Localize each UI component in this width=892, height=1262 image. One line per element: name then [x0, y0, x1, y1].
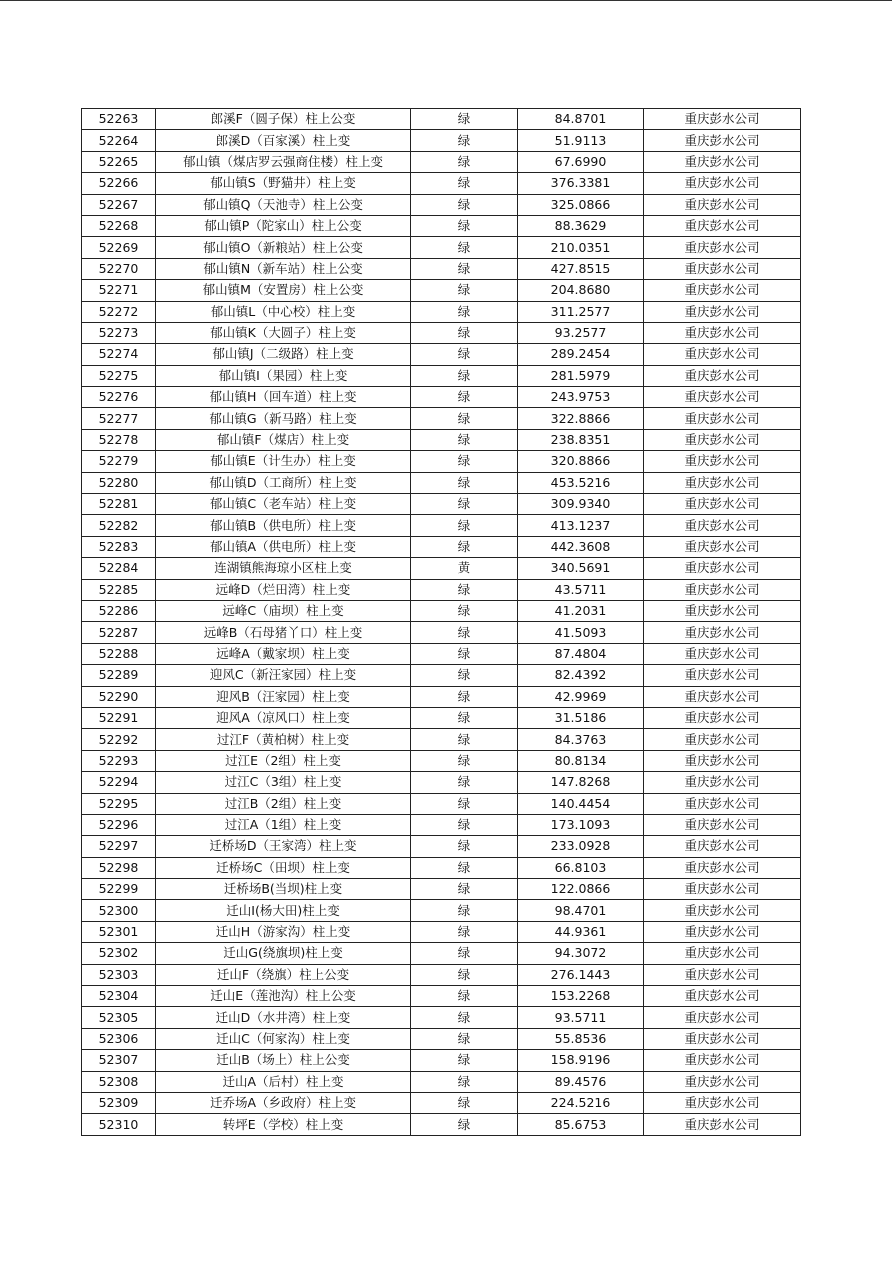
status-color-cell: 绿: [411, 579, 518, 600]
row-id-cell: 52265: [82, 151, 156, 172]
row-id-cell: 52297: [82, 836, 156, 857]
table-row: [82, 943, 801, 964]
row-id-cell: 52295: [82, 793, 156, 814]
company-cell: 重庆彭水公司: [644, 1050, 801, 1071]
table-row: [82, 836, 801, 857]
value-cell: 243.9753: [518, 387, 644, 408]
table-row: [82, 1092, 801, 1113]
row-id-cell: 52310: [82, 1114, 156, 1135]
company-cell: 重庆彭水公司: [644, 921, 801, 942]
transformer-name-cell: 转坪E（学校）柱上变: [156, 1114, 411, 1135]
company-cell: 重庆彭水公司: [644, 258, 801, 279]
value-cell: 42.9969: [518, 686, 644, 707]
value-cell: 158.9196: [518, 1050, 644, 1071]
table-row: [82, 879, 801, 900]
company-cell: 重庆彭水公司: [644, 879, 801, 900]
value-cell: 311.2577: [518, 301, 644, 322]
transformer-name-cell: 郁山镇G（新马路）柱上变: [156, 408, 411, 429]
value-cell: 88.3629: [518, 215, 644, 236]
transformer-name-cell: 过江C（3组）柱上变: [156, 772, 411, 793]
status-color-cell: 绿: [411, 237, 518, 258]
table-row: [82, 387, 801, 408]
transformer-name-cell: 郁山镇N（新车站）柱上公变: [156, 258, 411, 279]
value-cell: 140.4454: [518, 793, 644, 814]
transformer-name-cell: 迁山I(杨大田)柱上变: [156, 900, 411, 921]
transformer-name-cell: 远峰D（烂田湾）柱上变: [156, 579, 411, 600]
row-id-cell: 52281: [82, 494, 156, 515]
table-row: [82, 900, 801, 921]
table-row: [82, 707, 801, 728]
table-row: [82, 857, 801, 878]
value-cell: 224.5216: [518, 1092, 644, 1113]
table-row: [82, 579, 801, 600]
value-cell: 55.8536: [518, 1028, 644, 1049]
transformer-name-cell: 迁山B（场上）柱上公变: [156, 1050, 411, 1071]
status-color-cell: 绿: [411, 515, 518, 536]
company-cell: 重庆彭水公司: [644, 622, 801, 643]
company-cell: 重庆彭水公司: [644, 964, 801, 985]
status-color-cell: 绿: [411, 643, 518, 664]
table-row: [82, 921, 801, 942]
value-cell: 442.3608: [518, 536, 644, 557]
table-row: [82, 600, 801, 621]
transformer-name-cell: 郁山镇P（陀家山）柱上公变: [156, 215, 411, 236]
status-color-cell: 绿: [411, 130, 518, 151]
company-cell: 重庆彭水公司: [644, 215, 801, 236]
status-color-cell: 绿: [411, 494, 518, 515]
status-color-cell: 绿: [411, 772, 518, 793]
company-cell: 重庆彭水公司: [644, 1028, 801, 1049]
status-color-cell: 绿: [411, 536, 518, 557]
row-id-cell: 52299: [82, 879, 156, 900]
transformer-name-cell: 郁山镇B（供电所）柱上变: [156, 515, 411, 536]
company-cell: 重庆彭水公司: [644, 173, 801, 194]
transformer-name-cell: 郁山镇D（工商所）柱上变: [156, 472, 411, 493]
row-id-cell: 52274: [82, 344, 156, 365]
row-id-cell: 52291: [82, 707, 156, 728]
table-row: [82, 237, 801, 258]
table-row: [82, 494, 801, 515]
company-cell: 重庆彭水公司: [644, 558, 801, 579]
table-row: [82, 622, 801, 643]
table-row: [82, 365, 801, 386]
table-row: [82, 408, 801, 429]
value-cell: 173.1093: [518, 814, 644, 835]
row-id-cell: 52306: [82, 1028, 156, 1049]
status-color-cell: 绿: [411, 793, 518, 814]
value-cell: 147.8268: [518, 772, 644, 793]
row-id-cell: 52300: [82, 900, 156, 921]
value-cell: 43.5711: [518, 579, 644, 600]
value-cell: 325.0866: [518, 194, 644, 215]
status-color-cell: 绿: [411, 622, 518, 643]
company-cell: 重庆彭水公司: [644, 943, 801, 964]
status-color-cell: 绿: [411, 1007, 518, 1028]
transformer-name-cell: 迁乔场A（乡政府）柱上变: [156, 1092, 411, 1113]
company-cell: 重庆彭水公司: [644, 536, 801, 557]
transformer-name-cell: 过江A（1组）柱上变: [156, 814, 411, 835]
status-color-cell: 绿: [411, 258, 518, 279]
company-cell: 重庆彭水公司: [644, 387, 801, 408]
company-cell: 重庆彭水公司: [644, 900, 801, 921]
row-id-cell: 52293: [82, 750, 156, 771]
transformer-name-cell: 过江B（2组）柱上变: [156, 793, 411, 814]
row-id-cell: 52292: [82, 729, 156, 750]
status-color-cell: 绿: [411, 879, 518, 900]
table-row: [82, 750, 801, 771]
table-row: [82, 1114, 801, 1135]
value-cell: 66.8103: [518, 857, 644, 878]
status-color-cell: 绿: [411, 194, 518, 215]
status-color-cell: 绿: [411, 344, 518, 365]
row-id-cell: 52289: [82, 665, 156, 686]
transformer-name-cell: 过江F（黄柏树）柱上变: [156, 729, 411, 750]
status-color-cell: 绿: [411, 921, 518, 942]
value-cell: 204.8680: [518, 280, 644, 301]
value-cell: 51.9113: [518, 130, 644, 151]
value-cell: 320.8866: [518, 451, 644, 472]
table-row: [82, 194, 801, 215]
company-cell: 重庆彭水公司: [644, 579, 801, 600]
row-id-cell: 52284: [82, 558, 156, 579]
row-id-cell: 52277: [82, 408, 156, 429]
company-cell: 重庆彭水公司: [644, 408, 801, 429]
company-cell: 重庆彭水公司: [644, 280, 801, 301]
transformer-name-cell: 郁山镇O（新粮站）柱上公变: [156, 237, 411, 258]
transformer-name-cell: 迁山G(绕旗坝)柱上变: [156, 943, 411, 964]
transformer-name-cell: 连湖镇熊海琼小区柱上变: [156, 558, 411, 579]
value-cell: 122.0866: [518, 879, 644, 900]
table-row: [82, 151, 801, 172]
status-color-cell: 绿: [411, 1071, 518, 1092]
value-cell: 153.2268: [518, 986, 644, 1007]
table-row: [82, 215, 801, 236]
transformer-name-cell: 迁山D（水井湾）柱上变: [156, 1007, 411, 1028]
transformer-name-cell: 郎溪D（百家溪）柱上变: [156, 130, 411, 151]
value-cell: 82.4392: [518, 665, 644, 686]
row-id-cell: 52282: [82, 515, 156, 536]
table-body: [82, 109, 801, 1136]
status-color-cell: 绿: [411, 365, 518, 386]
row-id-cell: 52283: [82, 536, 156, 557]
status-color-cell: 绿: [411, 943, 518, 964]
transformer-name-cell: 迁山F（绕旗）柱上公变: [156, 964, 411, 985]
value-cell: 233.0928: [518, 836, 644, 857]
transformer-name-cell: 远峰C（庙坝）柱上变: [156, 600, 411, 621]
company-cell: 重庆彭水公司: [644, 130, 801, 151]
row-id-cell: 52298: [82, 857, 156, 878]
row-id-cell: 52271: [82, 280, 156, 301]
status-color-cell: 绿: [411, 1050, 518, 1071]
company-cell: 重庆彭水公司: [644, 429, 801, 450]
table-row: [82, 1050, 801, 1071]
table-row: [82, 686, 801, 707]
value-cell: 41.5093: [518, 622, 644, 643]
status-color-cell: 绿: [411, 173, 518, 194]
value-cell: 453.5216: [518, 472, 644, 493]
company-cell: 重庆彭水公司: [644, 344, 801, 365]
status-color-cell: 绿: [411, 900, 518, 921]
transformer-name-cell: 郁山镇Q（天池寺）柱上公变: [156, 194, 411, 215]
status-color-cell: 绿: [411, 686, 518, 707]
status-color-cell: 绿: [411, 387, 518, 408]
value-cell: 427.8515: [518, 258, 644, 279]
data-table: [81, 108, 801, 1136]
page-top-border: [0, 0, 892, 1]
table-row: [82, 344, 801, 365]
value-cell: 93.2577: [518, 322, 644, 343]
transformer-name-cell: 迁桥场B(当坝)柱上变: [156, 879, 411, 900]
row-id-cell: 52266: [82, 173, 156, 194]
status-color-cell: 绿: [411, 729, 518, 750]
company-cell: 重庆彭水公司: [644, 836, 801, 857]
company-cell: 重庆彭水公司: [644, 1007, 801, 1028]
status-color-cell: 绿: [411, 451, 518, 472]
row-id-cell: 52270: [82, 258, 156, 279]
row-id-cell: 52304: [82, 986, 156, 1007]
value-cell: 89.4576: [518, 1071, 644, 1092]
row-id-cell: 52280: [82, 472, 156, 493]
table-row: [82, 280, 801, 301]
transformer-name-cell: 郁山镇H（回车道）柱上变: [156, 387, 411, 408]
table-row: [82, 964, 801, 985]
value-cell: 376.3381: [518, 173, 644, 194]
status-color-cell: 绿: [411, 1092, 518, 1113]
transformer-name-cell: 郁山镇I（果园）柱上变: [156, 365, 411, 386]
company-cell: 重庆彭水公司: [644, 1092, 801, 1113]
row-id-cell: 52309: [82, 1092, 156, 1113]
status-color-cell: 绿: [411, 665, 518, 686]
value-cell: 84.3763: [518, 729, 644, 750]
transformer-name-cell: 远峰B（石母猪丫口）柱上变: [156, 622, 411, 643]
row-id-cell: 52296: [82, 814, 156, 835]
status-color-cell: 绿: [411, 600, 518, 621]
company-cell: 重庆彭水公司: [644, 472, 801, 493]
table-row: [82, 472, 801, 493]
status-color-cell: 绿: [411, 151, 518, 172]
status-color-cell: 绿: [411, 472, 518, 493]
value-cell: 67.6990: [518, 151, 644, 172]
value-cell: 93.5711: [518, 1007, 644, 1028]
status-color-cell: 绿: [411, 814, 518, 835]
row-id-cell: 52307: [82, 1050, 156, 1071]
value-cell: 84.8701: [518, 109, 644, 130]
status-color-cell: 绿: [411, 429, 518, 450]
company-cell: 重庆彭水公司: [644, 793, 801, 814]
transformer-name-cell: 迁山A（后村）柱上变: [156, 1071, 411, 1092]
table-row: [82, 429, 801, 450]
company-cell: 重庆彭水公司: [644, 665, 801, 686]
status-color-cell: 绿: [411, 750, 518, 771]
status-color-cell: 绿: [411, 1114, 518, 1135]
company-cell: 重庆彭水公司: [644, 494, 801, 515]
table-row: [82, 1007, 801, 1028]
table-row: [82, 258, 801, 279]
value-cell: 44.9361: [518, 921, 644, 942]
company-cell: 重庆彭水公司: [644, 1071, 801, 1092]
company-cell: 重庆彭水公司: [644, 194, 801, 215]
row-id-cell: 52288: [82, 643, 156, 664]
status-color-cell: 绿: [411, 836, 518, 857]
value-cell: 80.8134: [518, 750, 644, 771]
row-id-cell: 52305: [82, 1007, 156, 1028]
company-cell: 重庆彭水公司: [644, 151, 801, 172]
company-cell: 重庆彭水公司: [644, 686, 801, 707]
value-cell: 289.2454: [518, 344, 644, 365]
status-color-cell: 绿: [411, 857, 518, 878]
company-cell: 重庆彭水公司: [644, 365, 801, 386]
company-cell: 重庆彭水公司: [644, 750, 801, 771]
company-cell: 重庆彭水公司: [644, 237, 801, 258]
transformer-name-cell: 郁山镇K（大圆子）柱上变: [156, 322, 411, 343]
company-cell: 重庆彭水公司: [644, 515, 801, 536]
transformer-name-cell: 郎溪F（圆子保）柱上公变: [156, 109, 411, 130]
table-row: [82, 1071, 801, 1092]
row-id-cell: 52273: [82, 322, 156, 343]
status-color-cell: 绿: [411, 215, 518, 236]
table-row: [82, 173, 801, 194]
row-id-cell: 52308: [82, 1071, 156, 1092]
company-cell: 重庆彭水公司: [644, 772, 801, 793]
table-row: [82, 558, 801, 579]
company-cell: 重庆彭水公司: [644, 707, 801, 728]
table-row: [82, 515, 801, 536]
value-cell: 31.5186: [518, 707, 644, 728]
row-id-cell: 52275: [82, 365, 156, 386]
company-cell: 重庆彭水公司: [644, 322, 801, 343]
status-color-cell: 绿: [411, 301, 518, 322]
transformer-name-cell: 郁山镇A（供电所）柱上变: [156, 536, 411, 557]
row-id-cell: 52294: [82, 772, 156, 793]
value-cell: 413.1237: [518, 515, 644, 536]
status-color-cell: 绿: [411, 986, 518, 1007]
company-cell: 重庆彭水公司: [644, 857, 801, 878]
row-id-cell: 52264: [82, 130, 156, 151]
table-row: [82, 986, 801, 1007]
status-color-cell: 绿: [411, 707, 518, 728]
table-row: [82, 1028, 801, 1049]
row-id-cell: 52301: [82, 921, 156, 942]
table-row: [82, 643, 801, 664]
row-id-cell: 52303: [82, 964, 156, 985]
transformer-name-cell: 迎风B（汪家园）柱上变: [156, 686, 411, 707]
transformer-name-cell: 郁山镇F（煤店）柱上变: [156, 429, 411, 450]
value-cell: 276.1443: [518, 964, 644, 985]
value-cell: 41.2031: [518, 600, 644, 621]
value-cell: 238.8351: [518, 429, 644, 450]
transformer-name-cell: 迁桥场C（田坝）柱上变: [156, 857, 411, 878]
status-color-cell: 绿: [411, 322, 518, 343]
row-id-cell: 52287: [82, 622, 156, 643]
transformer-name-cell: 迁山C（何家沟）柱上变: [156, 1028, 411, 1049]
company-cell: 重庆彭水公司: [644, 814, 801, 835]
company-cell: 重庆彭水公司: [644, 109, 801, 130]
value-cell: 340.5691: [518, 558, 644, 579]
table-row: [82, 130, 801, 151]
transformer-name-cell: 郁山镇L（中心校）柱上变: [156, 301, 411, 322]
status-color-cell: 绿: [411, 408, 518, 429]
transformer-name-cell: 迁山E（莲池沟）柱上公变: [156, 986, 411, 1007]
row-id-cell: 52286: [82, 600, 156, 621]
value-cell: 309.9340: [518, 494, 644, 515]
row-id-cell: 52278: [82, 429, 156, 450]
table-row: [82, 793, 801, 814]
transformer-name-cell: 迁山H（游家沟）柱上变: [156, 921, 411, 942]
value-cell: 87.4804: [518, 643, 644, 664]
company-cell: 重庆彭水公司: [644, 600, 801, 621]
status-color-cell: 绿: [411, 964, 518, 985]
transformer-name-cell: 郁山镇S（野猫井）柱上变: [156, 173, 411, 194]
table-row: [82, 729, 801, 750]
transformer-name-cell: 郁山镇E（计生办）柱上变: [156, 451, 411, 472]
row-id-cell: 52268: [82, 215, 156, 236]
value-cell: 210.0351: [518, 237, 644, 258]
row-id-cell: 52290: [82, 686, 156, 707]
status-color-cell: 绿: [411, 109, 518, 130]
table-row: [82, 665, 801, 686]
table-row: [82, 814, 801, 835]
transformer-name-cell: 郁山镇J（二级路）柱上变: [156, 344, 411, 365]
table-row: [82, 536, 801, 557]
table-row: [82, 451, 801, 472]
company-cell: 重庆彭水公司: [644, 301, 801, 322]
value-cell: 322.8866: [518, 408, 644, 429]
company-cell: 重庆彭水公司: [644, 986, 801, 1007]
row-id-cell: 52279: [82, 451, 156, 472]
value-cell: 98.4701: [518, 900, 644, 921]
table-row: [82, 772, 801, 793]
value-cell: 85.6753: [518, 1114, 644, 1135]
transformer-name-cell: 迁桥场D（王家湾）柱上变: [156, 836, 411, 857]
company-cell: 重庆彭水公司: [644, 643, 801, 664]
status-color-cell: 绿: [411, 280, 518, 301]
row-id-cell: 52269: [82, 237, 156, 258]
transformer-name-cell: 远峰A（戴家坝）柱上变: [156, 643, 411, 664]
status-color-cell: 黄: [411, 558, 518, 579]
company-cell: 重庆彭水公司: [644, 729, 801, 750]
row-id-cell: 52267: [82, 194, 156, 215]
row-id-cell: 52285: [82, 579, 156, 600]
value-cell: 94.3072: [518, 943, 644, 964]
transformer-name-cell: 郁山镇（煤店罗云强商住楼）柱上变: [156, 151, 411, 172]
transformer-name-cell: 郁山镇C（老车站）柱上变: [156, 494, 411, 515]
table-row: [82, 301, 801, 322]
status-color-cell: 绿: [411, 1028, 518, 1049]
value-cell: 281.5979: [518, 365, 644, 386]
row-id-cell: 52276: [82, 387, 156, 408]
transformer-name-cell: 迎风C（新汪家园）柱上变: [156, 665, 411, 686]
row-id-cell: 52272: [82, 301, 156, 322]
transformer-name-cell: 迎风A（凉风口）柱上变: [156, 707, 411, 728]
row-id-cell: 52263: [82, 109, 156, 130]
company-cell: 重庆彭水公司: [644, 451, 801, 472]
transformer-name-cell: 过江E（2组）柱上变: [156, 750, 411, 771]
table-row: [82, 109, 801, 130]
row-id-cell: 52302: [82, 943, 156, 964]
company-cell: 重庆彭水公司: [644, 1114, 801, 1135]
transformer-name-cell: 郁山镇M（安置房）柱上公变: [156, 280, 411, 301]
table-row: [82, 322, 801, 343]
